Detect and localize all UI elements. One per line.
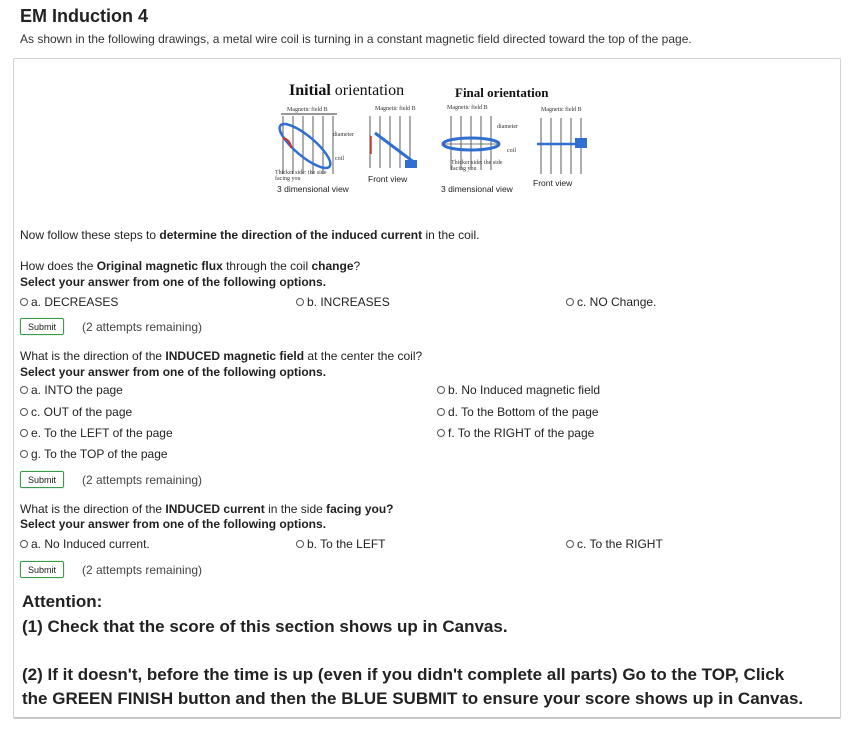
- q3-prompt: What is the direction of the INDUCED current in the side facing you?: [20, 502, 394, 516]
- initial-coil-label: coil: [335, 156, 344, 162]
- final-front-field-label: Magnetic field B: [541, 107, 582, 113]
- q2-option-d[interactable]: d. To the Bottom of the page: [437, 405, 599, 419]
- radio-icon[interactable]: [20, 386, 28, 394]
- final-thicker-side-label: Thicker side: the side facing you: [451, 160, 503, 172]
- initial-3d-view-caption: 3 dimensional view: [277, 184, 349, 194]
- initial-orientation-heading: Initial orientation: [289, 82, 405, 99]
- initial-front-field-label: Magnetic field B: [375, 106, 416, 112]
- attention-line-2a: (2) If it doesn't, before the time is up (even if you didn't complete all parts) Go to the TOP, Click: [22, 665, 785, 684]
- q1-prompt: How does the Original magnetic flux through the coil change?: [20, 259, 361, 273]
- initial-diameter-label: diameter: [333, 132, 354, 138]
- q1-attempts-remaining: (2 attempts remaining): [82, 320, 203, 334]
- q3-option-b[interactable]: b. To the LEFT: [296, 537, 386, 551]
- q3-submit-button[interactable]: Submit: [20, 561, 64, 578]
- final-coil-label: coil: [507, 148, 516, 154]
- q3-attempts-remaining: (2 attempts remaining): [82, 563, 203, 577]
- q2-option-a[interactable]: a. INTO the page: [20, 383, 123, 397]
- q3-option-a[interactable]: a. No Induced current.: [20, 537, 150, 551]
- q3-option-c[interactable]: c. To the RIGHT: [566, 537, 663, 551]
- q3-instruction: Select your answer from one of the following options.: [20, 517, 327, 531]
- page-description: As shown in the following drawings, a metal wire coil is turning in a constant magnetic field directed toward the top of the page.: [20, 32, 692, 46]
- page-title: EM Induction 4: [20, 6, 148, 26]
- q2-option-f[interactable]: f. To the RIGHT of the page: [437, 426, 594, 440]
- initial-thicker-side-label: Thicker side: the side facing you: [275, 170, 327, 182]
- initial-front-field-lines: [370, 116, 410, 168]
- q2-option-g[interactable]: g. To the TOP of the page: [20, 447, 168, 461]
- final-3d-view-caption: 3 dimensional view: [441, 184, 513, 194]
- radio-icon[interactable]: [20, 408, 28, 416]
- q2-instruction: Select your answer from one of the following options.: [20, 365, 327, 379]
- initial-3d-field-label: Magnetic field B: [287, 107, 328, 113]
- q2-submit-button[interactable]: Submit: [20, 471, 64, 488]
- final-diameter-label: diameter: [497, 124, 518, 130]
- radio-icon[interactable]: [437, 386, 445, 394]
- final-front-view-caption: Front view: [533, 178, 573, 188]
- em-induction-figure: [265, 78, 595, 204]
- radio-icon[interactable]: [20, 450, 28, 458]
- attention-line-1: (1) Check that the score of this section shows up in Canvas.: [22, 617, 508, 636]
- q1-option-a[interactable]: a. DECREASES: [20, 295, 118, 309]
- q1-option-c[interactable]: c. NO Change.: [566, 295, 656, 309]
- q1-instruction: Select your answer from one of the following options.: [20, 275, 327, 289]
- q2-attempts-remaining: (2 attempts remaining): [82, 473, 203, 487]
- radio-icon[interactable]: [437, 408, 445, 416]
- radio-icon[interactable]: [566, 298, 574, 306]
- q2-option-e[interactable]: e. To the LEFT of the page: [20, 426, 173, 440]
- radio-icon[interactable]: [20, 540, 28, 548]
- q1-submit-button[interactable]: Submit: [20, 318, 64, 335]
- q2-option-c[interactable]: c. OUT of the page: [20, 405, 132, 419]
- radio-icon[interactable]: [20, 429, 28, 437]
- intro-instruction: Now follow these steps to determine the direction of the induced current in the coil.: [20, 228, 480, 242]
- radio-icon[interactable]: [296, 540, 304, 548]
- final-orientation-heading: Final orientation: [455, 85, 549, 100]
- attention-heading: Attention:: [22, 592, 103, 611]
- q1-option-b[interactable]: b. INCREASES: [296, 295, 390, 309]
- initial-front-view-caption: Front view: [368, 174, 408, 184]
- radio-icon[interactable]: [20, 298, 28, 306]
- radio-icon[interactable]: [566, 540, 574, 548]
- q2-prompt: What is the direction of the INDUCED magnetic field at the center the coil?: [20, 349, 423, 363]
- final-3d-field-label: Magnetic field B: [447, 105, 488, 111]
- radio-icon[interactable]: [437, 429, 445, 437]
- attention-line-2b: the GREEN FINISH button and then the BLUE SUBMIT to ensure your score shows up in Canvas.: [22, 689, 804, 708]
- q2-option-b[interactable]: b. No Induced magnetic field: [437, 383, 600, 397]
- radio-icon[interactable]: [296, 298, 304, 306]
